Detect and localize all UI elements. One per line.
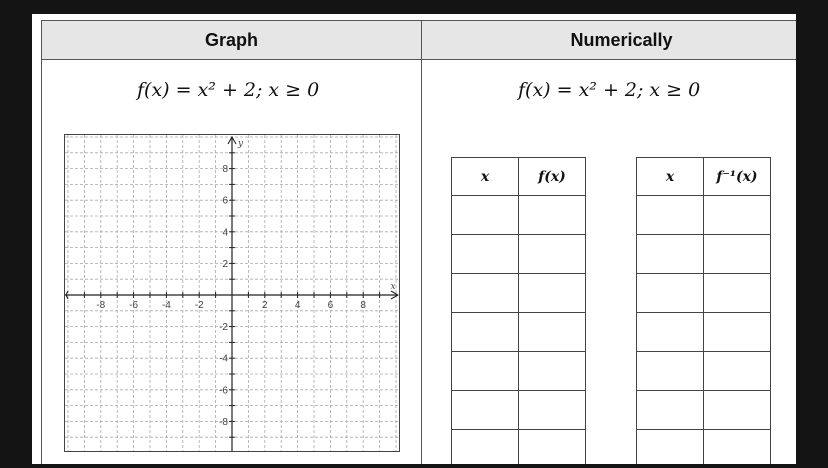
inverse-table-cell[interactable] [637,235,704,274]
inverse-table-cell[interactable] [637,313,704,352]
y-tick-label: -4 [219,353,228,365]
function-table-row [452,196,586,235]
column-divider [421,21,422,464]
inverse-table-row [637,196,771,235]
y-tick-label: 6 [222,195,228,207]
inverse-table-cell[interactable] [637,274,704,313]
y-tick-label: -2 [219,322,228,334]
inverse-table-row [637,430,771,465]
function-table-cell[interactable] [452,391,519,430]
function-table-cell[interactable] [519,430,586,465]
function-table-header-x: x [452,158,519,196]
function-table-cell[interactable] [519,235,586,274]
function-table-cell[interactable] [452,352,519,391]
x-tick-label: -8 [96,300,106,311]
inverse-table-cell[interactable] [704,352,771,391]
inverse-table-cell[interactable] [637,352,704,391]
function-table-cell[interactable] [452,430,519,465]
function-table-cell[interactable] [452,313,519,352]
function-table-header-fx: f(x) [519,158,586,196]
y-tick-label: 8 [222,164,228,176]
x-tick-label: 8 [360,300,366,311]
function-table-cell[interactable] [519,313,586,352]
inverse-table-row [637,352,771,391]
function-table-cell[interactable] [519,391,586,430]
function-table-row [452,274,586,313]
x-axis-label: x [390,282,396,292]
function-table-row [452,235,586,274]
function-table-row [452,391,586,430]
inverse-table-cell[interactable] [637,196,704,235]
inverse-table-row [637,391,771,430]
function-formula-numerical: f(x) = x² + 2; x ≥ 0 [518,79,701,101]
inverse-table-cell[interactable] [704,391,771,430]
x-tick-label: -4 [161,300,171,311]
worksheet-frame [41,20,796,464]
graph-header: Graph [42,21,421,60]
inverse-table-cell[interactable] [704,196,771,235]
inverse-table-row [637,274,771,313]
x-tick-label: -2 [194,300,204,311]
y-tick-label: -6 [219,385,228,397]
function-table [451,157,586,464]
function-table-row [452,313,586,352]
x-tick-label: -6 [129,300,139,311]
function-table-row [452,352,586,391]
function-table-cell[interactable] [452,196,519,235]
inverse-table-header-x: x [637,158,704,196]
y-tick-label: 2 [222,258,228,270]
x-tick-label: 6 [327,300,334,311]
function-table-cell[interactable] [452,274,519,313]
function-table-row [452,430,586,465]
y-tick-label: -8 [219,416,228,428]
worksheet [32,14,796,464]
y-axis-label: y [238,139,244,149]
function-table-cell[interactable] [519,196,586,235]
inverse-table-cell[interactable] [637,430,704,465]
inverse-table-row [637,235,771,274]
inverse-table-header-finv: f⁻¹(x) [704,158,771,196]
function-table-cell[interactable] [519,274,586,313]
x-tick-label: 4 [294,300,301,311]
inverse-table-cell[interactable] [704,313,771,352]
function-table-cell[interactable] [519,352,586,391]
inverse-table-cell[interactable] [704,274,771,313]
coordinate-grid-svg [65,135,399,451]
coordinate-grid [64,134,400,452]
numerically-header: Numerically [421,21,796,60]
inverse-table [636,157,771,464]
y-tick-label: 4 [222,227,228,239]
function-table-cell[interactable] [452,235,519,274]
inverse-table-cell[interactable] [704,430,771,465]
function-formula-graph: f(x) = x² + 2; x ≥ 0 [137,79,320,101]
inverse-table-cell[interactable] [637,391,704,430]
inverse-table-row [637,313,771,352]
inverse-table-cell[interactable] [704,235,771,274]
x-tick-label: 2 [262,300,268,311]
